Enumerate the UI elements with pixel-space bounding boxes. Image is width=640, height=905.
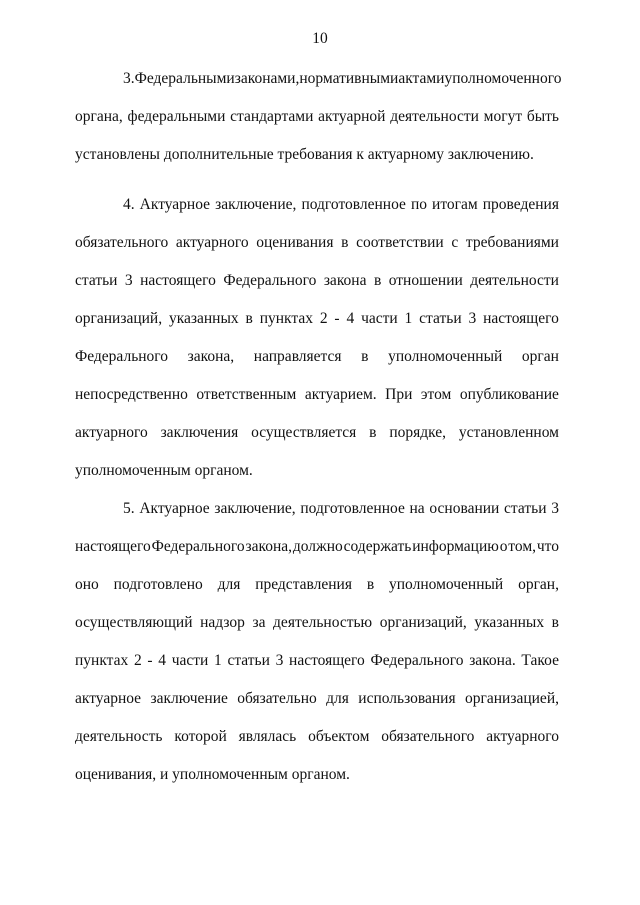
paragraph-5 xyxy=(75,496,559,800)
word: требованиями xyxy=(465,234,559,251)
word: орган xyxy=(521,348,559,365)
word: Федерального xyxy=(151,538,245,555)
word: орган, xyxy=(518,576,559,593)
word: - xyxy=(147,652,153,669)
word: актами xyxy=(398,70,445,87)
word: проведения xyxy=(482,196,559,213)
word: Актуарное xyxy=(139,196,211,213)
word: осуществляющий xyxy=(75,614,193,631)
word: соответствии xyxy=(356,234,444,251)
paragraph-3 xyxy=(75,66,562,180)
word: указанных xyxy=(168,310,239,327)
word: Федерального xyxy=(223,272,317,289)
word: в xyxy=(341,234,349,251)
word: основании xyxy=(429,500,500,517)
text-line xyxy=(75,610,559,648)
text-line xyxy=(75,724,559,762)
word: с xyxy=(451,234,459,251)
word: итогам xyxy=(432,196,478,213)
word: 1 xyxy=(214,652,222,669)
page-number: 10 xyxy=(312,30,328,47)
word: 3 xyxy=(468,310,477,327)
text-line xyxy=(75,230,559,268)
word: При xyxy=(385,386,413,403)
word: в xyxy=(366,576,375,593)
word: которой xyxy=(174,728,227,745)
word: актуарного xyxy=(175,234,249,251)
text-line xyxy=(75,648,559,686)
word: Такое xyxy=(521,652,559,669)
text-line xyxy=(75,306,559,344)
word: деятельностью xyxy=(273,614,373,631)
word: за xyxy=(252,614,266,631)
word: уполномоченный xyxy=(388,348,503,365)
text-line xyxy=(75,496,559,534)
word: оно xyxy=(75,576,99,593)
word: Федеральными xyxy=(134,70,235,87)
word: пунктах xyxy=(75,652,129,669)
word: статьи xyxy=(75,272,118,289)
word: Федерального xyxy=(370,652,464,669)
word: в xyxy=(369,424,377,441)
word: Федерального xyxy=(75,348,169,365)
word: 4 xyxy=(158,652,166,669)
text-line xyxy=(75,104,559,142)
text-line xyxy=(75,192,559,230)
word: заключение, xyxy=(215,196,297,213)
text-line: установлены дополнительные требования к актуарному заключению. xyxy=(75,146,534,163)
word: должно xyxy=(292,538,343,555)
word: органа, xyxy=(75,108,123,125)
word: 1 xyxy=(404,310,413,327)
word: по xyxy=(410,196,427,213)
text-line xyxy=(75,66,562,104)
text-line xyxy=(75,534,559,572)
word: актуарной xyxy=(318,108,386,125)
word: организаций, xyxy=(75,310,163,327)
word: быть xyxy=(526,108,559,125)
word: актуарием. xyxy=(304,386,377,403)
word: деятельности xyxy=(390,108,479,125)
word: обязательно xyxy=(237,690,317,707)
word: осуществляется xyxy=(251,424,357,441)
word: статьи xyxy=(227,652,270,669)
word: отношении xyxy=(388,272,463,289)
word: опубликование xyxy=(459,386,559,403)
word: 3 xyxy=(551,500,559,517)
word: являлась xyxy=(238,728,297,745)
word: для xyxy=(326,690,349,707)
text-line xyxy=(75,420,559,458)
word: части xyxy=(171,652,209,669)
text-line xyxy=(75,382,559,420)
word: представления xyxy=(255,576,352,593)
word: организаций, xyxy=(379,614,467,631)
word: актуарное xyxy=(75,690,142,707)
word: что xyxy=(536,538,559,555)
word: законами, xyxy=(234,70,300,87)
word: уполномоченный xyxy=(389,576,504,593)
word: указанных xyxy=(474,614,545,631)
word: в xyxy=(245,310,253,327)
word: содержать xyxy=(343,538,412,555)
word: 2 xyxy=(133,652,142,669)
word: объектом xyxy=(308,728,370,745)
word: настоящего xyxy=(289,652,365,669)
word: федеральными xyxy=(127,108,226,125)
word: в xyxy=(373,272,382,289)
word: непосредственно xyxy=(75,386,188,403)
word: обязательного xyxy=(75,234,169,251)
word: настоящего xyxy=(75,538,151,555)
word: установленном xyxy=(458,424,559,441)
word: на xyxy=(409,500,425,517)
word: 4 xyxy=(346,310,355,327)
word: Актуарное xyxy=(139,500,210,517)
text-line: оценивания, и уполномоченным органом. xyxy=(75,766,350,783)
word: 2 xyxy=(319,310,328,327)
word: в xyxy=(361,348,369,365)
word: ответственным xyxy=(196,386,297,403)
word: порядке, xyxy=(389,424,447,441)
word: 3. xyxy=(123,70,135,87)
word: организацией, xyxy=(465,690,559,707)
text-line xyxy=(75,686,559,724)
word: направляется xyxy=(253,348,342,365)
word: закона. xyxy=(469,652,516,669)
word: 3 xyxy=(275,652,284,669)
word: настоящего xyxy=(483,310,559,327)
word: информацию xyxy=(412,538,499,555)
word: заключение, xyxy=(214,500,296,517)
word: закона, xyxy=(187,348,235,365)
word: том, xyxy=(508,538,537,555)
word: подготовлено xyxy=(113,576,203,593)
word: деятельности xyxy=(470,272,559,289)
text-line xyxy=(75,268,559,306)
text-line xyxy=(75,572,559,610)
word: о xyxy=(499,538,508,555)
document-body xyxy=(75,66,562,800)
word: надзор xyxy=(200,614,245,631)
text-line xyxy=(75,344,559,382)
word: в xyxy=(551,614,559,631)
word: для xyxy=(217,576,241,593)
word: могут xyxy=(483,108,523,125)
word: актуарного xyxy=(486,728,559,745)
word: оценивания xyxy=(256,234,334,251)
word: деятельность xyxy=(75,728,163,745)
word: актуарного xyxy=(75,424,148,441)
word: подготовленное xyxy=(300,500,405,517)
word: подготовленное xyxy=(301,196,406,213)
word: 3 xyxy=(124,272,133,289)
word: 5. xyxy=(123,500,135,517)
word: закона xyxy=(323,272,367,289)
word: нормативными xyxy=(299,70,399,87)
word: статьи xyxy=(504,500,547,517)
word: уполномоченного xyxy=(444,70,562,87)
word: заключения xyxy=(160,424,239,441)
word: обязательного xyxy=(381,728,475,745)
word: настоящего xyxy=(140,272,216,289)
word: 4. xyxy=(123,196,135,213)
word: статьи xyxy=(419,310,462,327)
word: этом xyxy=(420,386,452,403)
word: части xyxy=(361,310,398,327)
word: стандартами xyxy=(230,108,314,125)
paragraph-4 xyxy=(75,192,559,496)
text-line: уполномоченным органом. xyxy=(75,462,253,479)
word: - xyxy=(334,310,340,327)
word: закона, xyxy=(245,538,293,555)
paragraph-gap xyxy=(75,180,559,192)
word: пунктах xyxy=(259,310,313,327)
word: использования xyxy=(358,690,456,707)
word: заключение xyxy=(150,690,228,707)
